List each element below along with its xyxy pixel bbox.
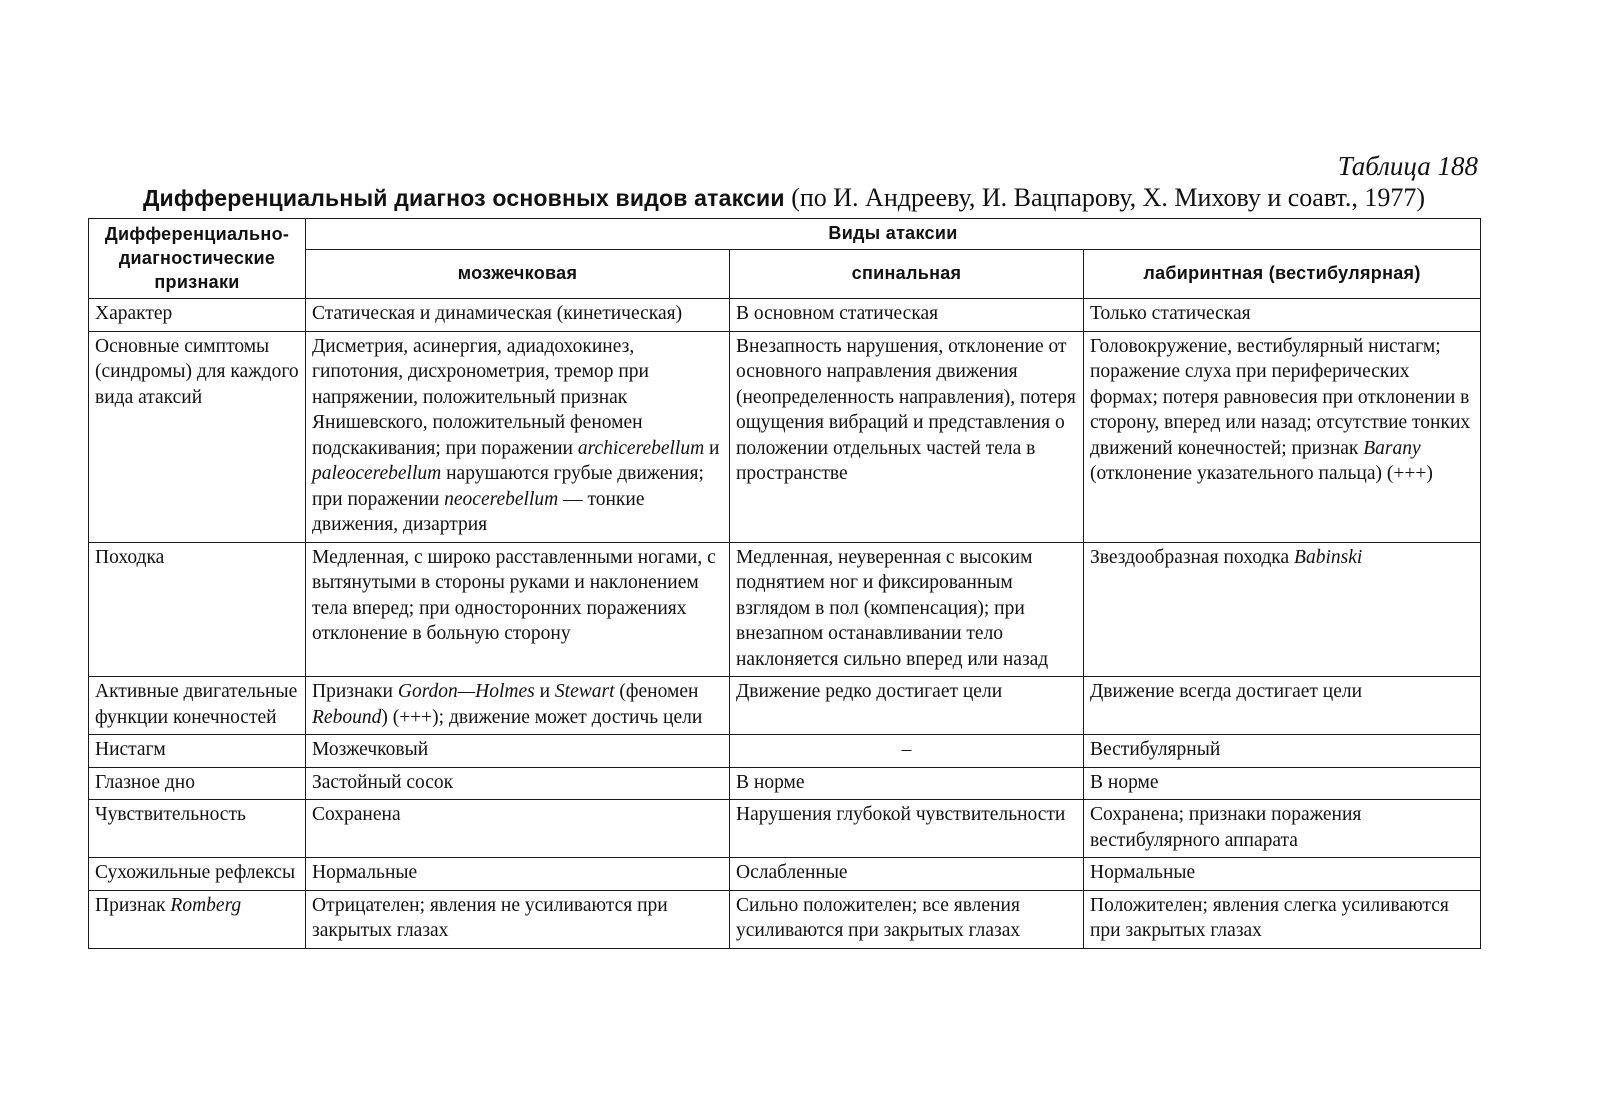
table-row — [89, 331, 1481, 542]
cell-text: и — [534, 681, 555, 702]
latin-term: Gordon—Holmes — [397, 681, 535, 702]
cell-spinal: Движение редко достигает цели — [730, 677, 1084, 735]
cell-spinal: В основном статическая — [730, 299, 1084, 332]
cell-text: Признак — [95, 894, 171, 916]
table-row — [89, 767, 1481, 800]
header-spinal: спинальная — [730, 250, 1084, 299]
cell-spinal: Нарушения глубокой чувствительности — [730, 800, 1084, 858]
cell-spinal: Сильно положителен; все явления усиливаются при закрытых глазах — [730, 890, 1084, 948]
latin-term: archicerebellum — [577, 437, 705, 459]
document-page — [88, 150, 1480, 949]
cell-sign: Глазное дно — [89, 767, 306, 800]
cell-sign — [89, 890, 306, 948]
cell-text: Головокружение, вестибулярный нистагм; поражение слуха при периферических формах; потеря равновесия при отклонении в сторону, вперед или назад; отсутствие тонких движений конечностей; признак — [1090, 335, 1471, 459]
cell-labyrinth: Сохранена; признаки поражения вестибулярного аппарата — [1084, 800, 1481, 858]
cell-cerebellar — [306, 331, 730, 542]
table-row — [89, 735, 1481, 768]
cell-sign: Характер — [89, 299, 306, 332]
table-title — [88, 182, 1480, 214]
table-row — [89, 858, 1481, 891]
cell-sign: Активные двигательные функции конечностей — [89, 677, 306, 735]
cell-labyrinth: Нормальные — [1084, 858, 1481, 891]
cell-cerebellar: Мозжечковый — [306, 735, 730, 768]
latin-term: Romberg — [170, 894, 242, 916]
cell-sign: Нистагм — [89, 735, 306, 768]
header-signs: Дифференциально-диагностические признаки — [89, 219, 306, 299]
table-row — [89, 800, 1481, 858]
cell-spinal: В норме — [730, 767, 1084, 800]
cell-sign: Основные симптомы (синдромы) для каждого вида атаксий — [89, 331, 306, 542]
table-row — [89, 542, 1481, 677]
cell-text: ) (+++); движение может достичь цели — [381, 706, 703, 728]
cell-text: (феномен — [614, 681, 699, 702]
cell-labyrinth: Только статическая — [1084, 299, 1481, 332]
cell-text: Звездообразная походка — [1090, 546, 1295, 568]
cell-cerebellar: Сохранена — [306, 800, 730, 858]
ataxia-table — [88, 218, 1481, 949]
cell-sign: Походка — [89, 542, 306, 677]
table-row — [89, 299, 1481, 332]
table-title-source: (по И. Андрееву, И. Вацпарову, Х. Михову и соавт., 1977) — [784, 183, 1426, 212]
latin-term: paleocerebellum — [312, 463, 442, 484]
cell-cerebellar: Застойный сосок — [306, 767, 730, 800]
cell-text: Дисметрия, асинергия, адиадохокинез, гипотония, дисхронометрия, тремор при напряжении, положительный признак Янишевского, положительный феномен подскакивания; при поражении — [312, 335, 649, 459]
cell-labyrinth: В норме — [1084, 767, 1481, 800]
table-row — [89, 677, 1481, 735]
table-title-main: Дифференциальный диагноз основных видов атаксии — [142, 185, 785, 211]
cell-spinal: Внезапность нарушения, отклонение от основного направления движения (неопределенность направления), потеря ощущения вибраций и представления о положении отдельных частей тела в пространстве — [730, 331, 1084, 542]
header-labyrinth: лабиринтная (вестибулярная) — [1084, 250, 1481, 299]
cell-spinal: Ослабленные — [730, 858, 1084, 891]
cell-cerebellar — [306, 677, 730, 735]
latin-term: Barany — [1363, 437, 1421, 459]
cell-labyrinth: Положителен; явления слегка усиливаются при закрытых глазах — [1084, 890, 1481, 948]
cell-text: нарушаются грубые движения; при поражении — [312, 463, 704, 510]
header-cerebellar: мозжечковая — [306, 250, 730, 299]
table-header-row — [89, 219, 1481, 250]
cell-labyrinth: Вестибулярный — [1084, 735, 1481, 768]
cell-text: — тонкие движения, дизартрия — [312, 488, 645, 535]
cell-sign: Сухожильные рефлексы — [89, 858, 306, 891]
table-row — [89, 890, 1481, 948]
cell-text: и — [704, 437, 720, 459]
cell-spinal: Медленная, неуверенная с высоким поднятием ног и фиксированным взглядом в пол (компенсация); при внезапном останавливании тело наклоняется сильно вперед или назад — [730, 542, 1084, 677]
cell-text: (отклонение указательного пальца) (+++) — [1090, 463, 1433, 484]
latin-term: Babinski — [1294, 546, 1363, 568]
latin-term: neocerebellum — [444, 488, 559, 510]
cell-labyrinth — [1084, 331, 1481, 542]
cell-labyrinth — [1084, 542, 1481, 677]
header-group: Виды атаксии — [306, 219, 1481, 250]
cell-labyrinth: Движение всегда достигает цели — [1084, 677, 1481, 735]
cell-cerebellar: Статическая и динамическая (кинетическая) — [306, 299, 730, 332]
cell-sign: Чувствительность — [89, 800, 306, 858]
latin-term: Stewart — [554, 681, 615, 702]
cell-text: Признаки — [312, 681, 398, 702]
latin-term: Rebound — [312, 706, 382, 728]
cell-spinal: – — [730, 735, 1084, 768]
table-number: Таблица 188 — [1337, 151, 1478, 181]
cell-cerebellar: Медленная, с широко расставленными ногами, с вытянутыми в стороны руками и наклонением тела вперед; при односторонних поражениях отклонение в больную сторону — [306, 542, 730, 677]
cell-cerebellar: Нормальные — [306, 858, 730, 891]
cell-cerebellar: Отрицателен; явления не усиливаются при закрытых глазах — [306, 890, 730, 948]
